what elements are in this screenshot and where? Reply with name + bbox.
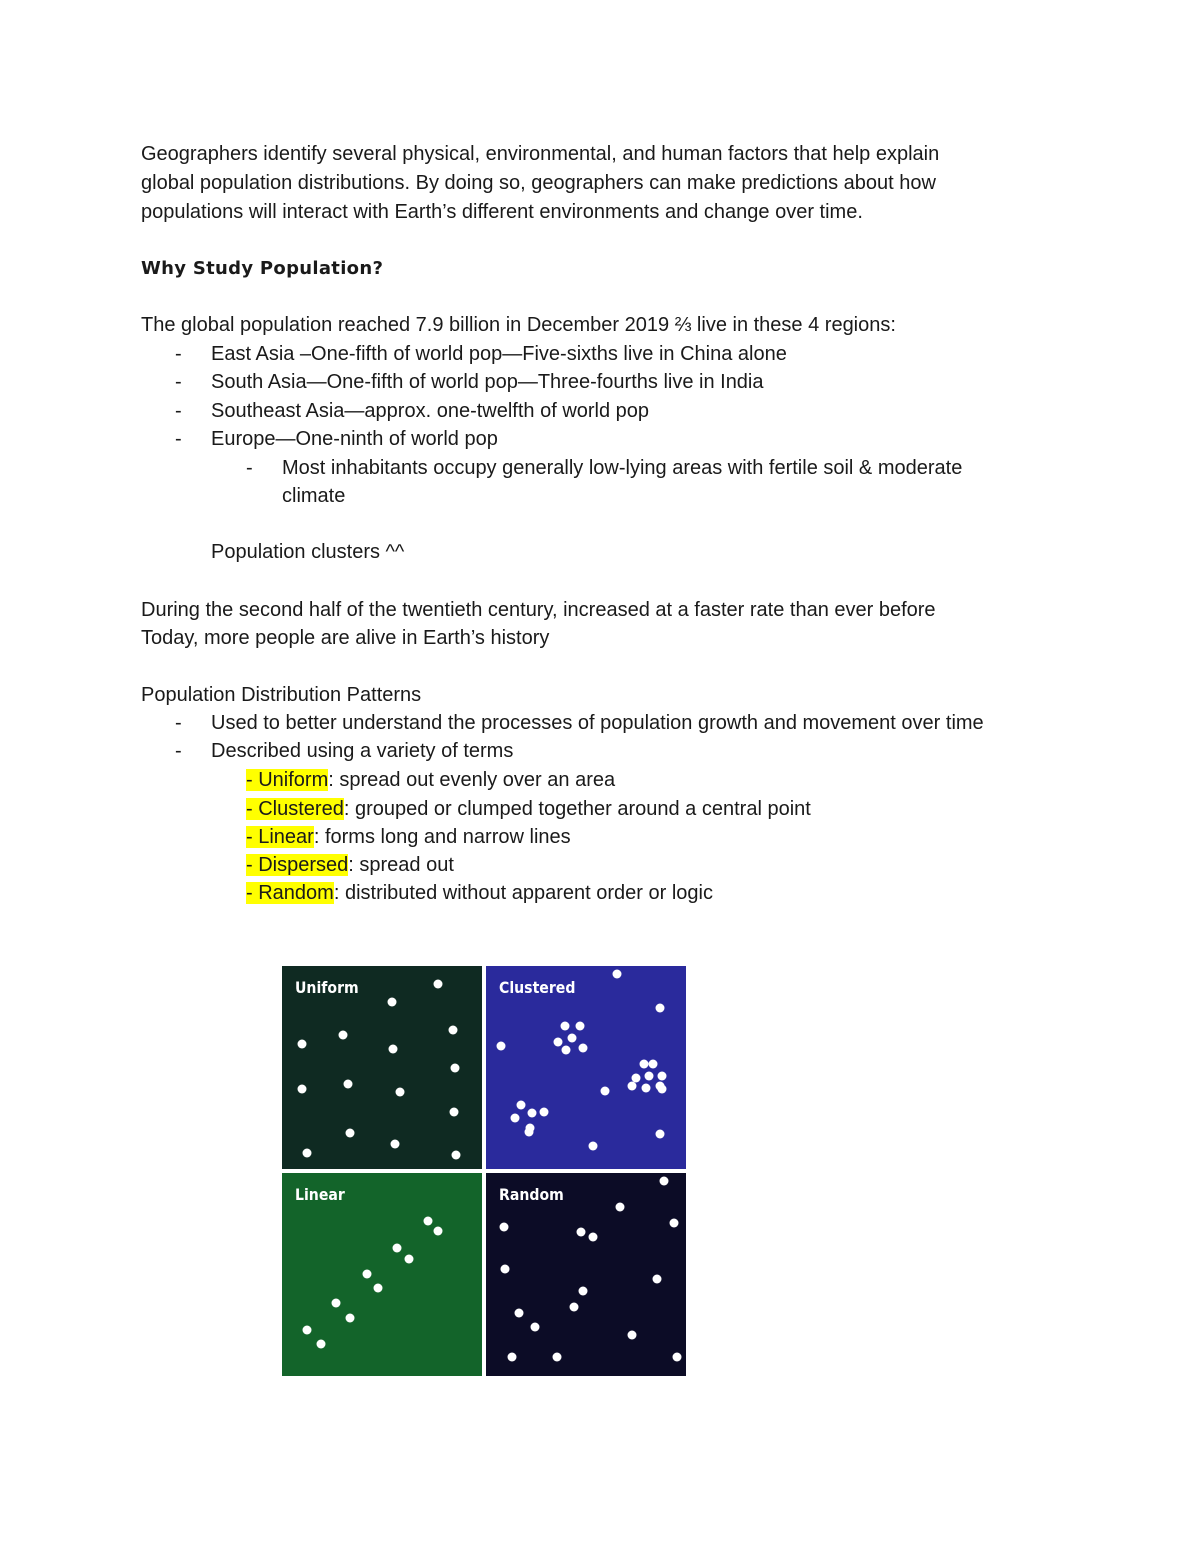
bullet-dash: - [175,400,182,422]
population-dot [616,1203,625,1212]
term-name: Clustered [258,798,344,820]
linear-panel [282,1173,482,1376]
population-dot [517,1101,526,1110]
sub-note-line-2: climate [282,485,346,507]
population-dot [332,1299,341,1308]
term-row-clustered [246,795,811,824]
patterns-point: Used to better understand the processes of population growth and movement over time [211,712,984,734]
population-dot [589,1233,598,1242]
panel-label: Clustered [499,978,576,997]
population-dot [389,1045,398,1054]
bullet-dash: - [175,740,182,762]
population-dot [339,1031,348,1040]
term-row-dispersed [246,851,454,880]
population-dot [660,1177,669,1186]
intro-line-1: Geographers identify several physical, environmental, and human factors that help explain [141,143,940,165]
population-dot [396,1088,405,1097]
clusters-note: Population clusters ^^ [211,541,405,563]
population-dot [658,1072,667,1081]
population-dot [628,1331,637,1340]
population-dot [393,1244,402,1253]
bullet-dash: - [175,712,182,734]
population-dot [298,1040,307,1049]
term-name: Uniform [258,769,329,791]
clustered-panel [486,966,686,1169]
growth-line-2: Today, more people are alive in Earth’s history [141,627,550,649]
term-name: Dispersed [258,854,349,876]
population-intro: The global population reached 7.9 billion in December 2019 ⅔ live in these 4 regions: [141,314,896,336]
patterns-point: Described using a variety of terms [211,740,514,762]
population-dot [450,1108,459,1117]
population-dot [601,1087,610,1096]
population-dot [531,1323,540,1332]
growth-line-1: During the second half of the twentieth century, increased at a faster rate than ever before [141,599,936,621]
population-dot [374,1284,383,1293]
population-dot [656,1130,665,1139]
bullet-dash: - [246,457,253,479]
population-dot [589,1142,598,1151]
population-dot [501,1265,510,1274]
population-dot [656,1004,665,1013]
population-dot [511,1114,520,1123]
panel-label: Uniform [295,978,359,997]
panel-label: Linear [295,1185,345,1204]
population-dot [317,1340,326,1349]
population-dot [298,1085,307,1094]
term-dash: - [246,882,253,904]
population-dot [346,1314,355,1323]
population-dot [515,1309,524,1318]
term-definition: : forms long and narrow lines [313,826,571,848]
term-dash: - [246,769,253,791]
population-dot [500,1223,509,1232]
distribution-patterns-figure [282,964,686,1376]
population-dot [562,1046,571,1055]
intro-line-2: global population distributions. By doing so, geographers can make predictions about how [141,172,936,194]
term-dash: - [246,854,253,876]
term-dash: - [246,798,253,820]
population-dot [434,980,443,989]
population-dot [577,1228,586,1237]
term-row-linear [246,823,571,852]
population-dot [388,998,397,1007]
uniform-panel [282,966,482,1169]
population-dot [424,1217,433,1226]
region-item: South Asia—One-fifth of world pop—Three-fourths live in India [211,371,764,393]
population-dot [451,1064,460,1073]
region-item: Southeast Asia—approx. one-twelfth of world pop [211,400,650,422]
bullet-dash: - [175,343,182,365]
term-row-uniform [246,766,615,795]
random-panel [486,1173,686,1376]
population-dot [540,1108,549,1117]
population-dot [649,1060,658,1069]
bullet-dash: - [175,371,182,393]
population-dot [579,1287,588,1296]
population-dot [303,1326,312,1335]
population-dot [642,1084,651,1093]
population-dot [673,1353,682,1362]
population-dot [344,1080,353,1089]
population-dot [525,1128,534,1137]
population-dot [561,1022,570,1031]
population-dot [645,1072,654,1081]
population-dot [452,1151,461,1160]
term-definition: : spread out evenly over an area [328,769,616,791]
population-dot [449,1026,458,1035]
term-row-random [246,879,713,908]
intro-line-3: populations will interact with Earth’s different environments and change over time. [141,201,863,223]
population-dot [628,1082,637,1091]
population-dot [508,1353,517,1362]
term-definition: : distributed without apparent order or logic [333,882,713,904]
population-dot [613,970,622,979]
population-dot [658,1085,667,1094]
population-dot [391,1140,400,1149]
term-definition: : grouped or clumped together around a central point [343,798,811,820]
population-dot [303,1149,312,1158]
sub-note-line-1: Most inhabitants occupy generally low-lying areas with fertile soil & moderate [282,457,963,479]
population-dot [670,1219,679,1228]
region-item: East Asia –One-fifth of world pop—Five-sixths live in China alone [211,343,787,365]
population-dot [363,1270,372,1279]
population-dot [640,1060,649,1069]
population-dot [653,1275,662,1284]
population-dot [405,1255,414,1264]
population-dot [554,1038,563,1047]
panel-label: Random [499,1185,564,1204]
population-dot [570,1303,579,1312]
term-name: Linear [258,826,314,848]
patterns-title: Population Distribution Patterns [141,684,422,706]
term-definition: : spread out [348,854,454,876]
section-heading: Why Study Population? [141,258,384,279]
population-dot [528,1109,537,1118]
term-name: Random [258,882,334,904]
term-dash: - [246,826,253,848]
population-dot [553,1353,562,1362]
bullet-dash: - [175,428,182,450]
population-dot [568,1034,577,1043]
population-dot [434,1227,443,1236]
region-item: Europe—One-ninth of world pop [211,428,498,450]
population-dot [579,1044,588,1053]
population-dot [576,1022,585,1031]
population-dot [346,1129,355,1138]
population-dot [497,1042,506,1051]
